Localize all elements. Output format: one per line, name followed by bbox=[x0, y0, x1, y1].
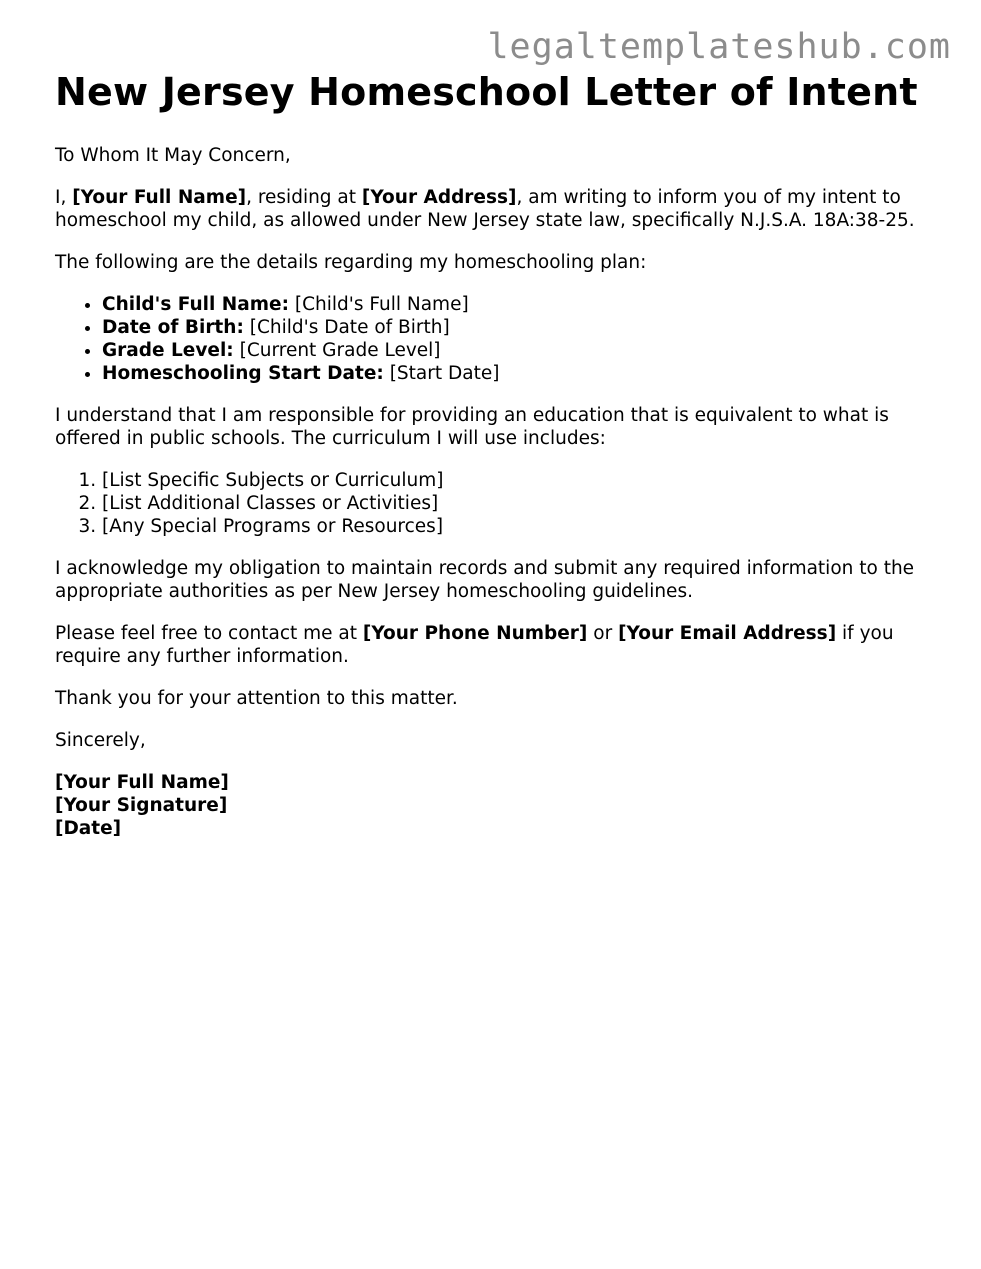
details-value: [Child's Full Name] bbox=[289, 293, 469, 315]
details-value: [Child's Date of Birth] bbox=[243, 316, 450, 338]
signature-name: [Your Full Name] bbox=[55, 771, 229, 793]
details-label: Grade Level: bbox=[102, 339, 234, 361]
intro-text-3: , am writing to inform you of my intent to homeschool my child, as allowed under New Jersey state law, specifically N.J.S.A. 18A:38-25. bbox=[55, 186, 915, 231]
details-label: Homeschooling Start Date: bbox=[102, 362, 384, 384]
details-label: Child's Full Name: bbox=[102, 293, 289, 315]
details-item-date-of-birth bbox=[102, 316, 935, 339]
document-title: New Jersey Homeschool Letter of Intent bbox=[55, 70, 918, 114]
signature-line: [Your Signature] bbox=[55, 794, 228, 816]
details-item-child-name bbox=[102, 293, 935, 316]
contact-text-2: or bbox=[587, 622, 619, 644]
placeholder-address: [Your Address] bbox=[361, 186, 517, 208]
contact-paragraph bbox=[55, 622, 935, 668]
details-item-grade-level bbox=[102, 339, 935, 362]
placeholder-email: [Your Email Address] bbox=[618, 622, 837, 644]
curriculum-list bbox=[55, 469, 935, 538]
curriculum-intro: I understand that I am responsible for providing an education that is equivalent to what is offered in public schools. The curriculum I will use includes: bbox=[55, 404, 889, 449]
letter-document bbox=[55, 70, 935, 840]
watermark-text: legaltemplateshub.com bbox=[487, 27, 951, 67]
thanks-paragraph: Thank you for your attention to this matter. bbox=[55, 687, 458, 709]
intro-text-2: , residing at bbox=[246, 186, 362, 208]
details-value: [Start Date] bbox=[383, 362, 500, 384]
salutation: To Whom It May Concern, bbox=[55, 144, 291, 166]
placeholder-phone: [Your Phone Number] bbox=[362, 622, 588, 644]
details-item-start-date bbox=[102, 362, 935, 385]
signature-block bbox=[55, 771, 935, 840]
curriculum-item: 3. [Any Special Programs or Resources] bbox=[102, 515, 935, 538]
signature-date: [Date] bbox=[55, 817, 122, 839]
closing: Sincerely, bbox=[55, 729, 146, 751]
intro-paragraph bbox=[55, 186, 935, 232]
placeholder-full-name: [Your Full Name] bbox=[72, 186, 247, 208]
details-label: Date of Birth: bbox=[102, 316, 244, 338]
details-value: [Current Grade Level] bbox=[233, 339, 441, 361]
curriculum-item: 2. [List Additional Classes or Activities] bbox=[102, 492, 935, 515]
details-intro: The following are the details regarding my homeschooling plan: bbox=[55, 251, 647, 273]
curriculum-item: 1. [List Specific Subjects or Curriculum] bbox=[102, 469, 935, 492]
intro-text-1: I, bbox=[55, 186, 73, 208]
acknowledgement-paragraph: I acknowledge my obligation to maintain records and submit any required information to the appropriate authorities as per New Jersey homeschooling guidelines. bbox=[55, 557, 915, 602]
contact-text-3: if you require any further information. bbox=[55, 622, 894, 667]
contact-text-1: Please feel free to contact me at bbox=[55, 622, 363, 644]
details-list bbox=[55, 293, 935, 385]
